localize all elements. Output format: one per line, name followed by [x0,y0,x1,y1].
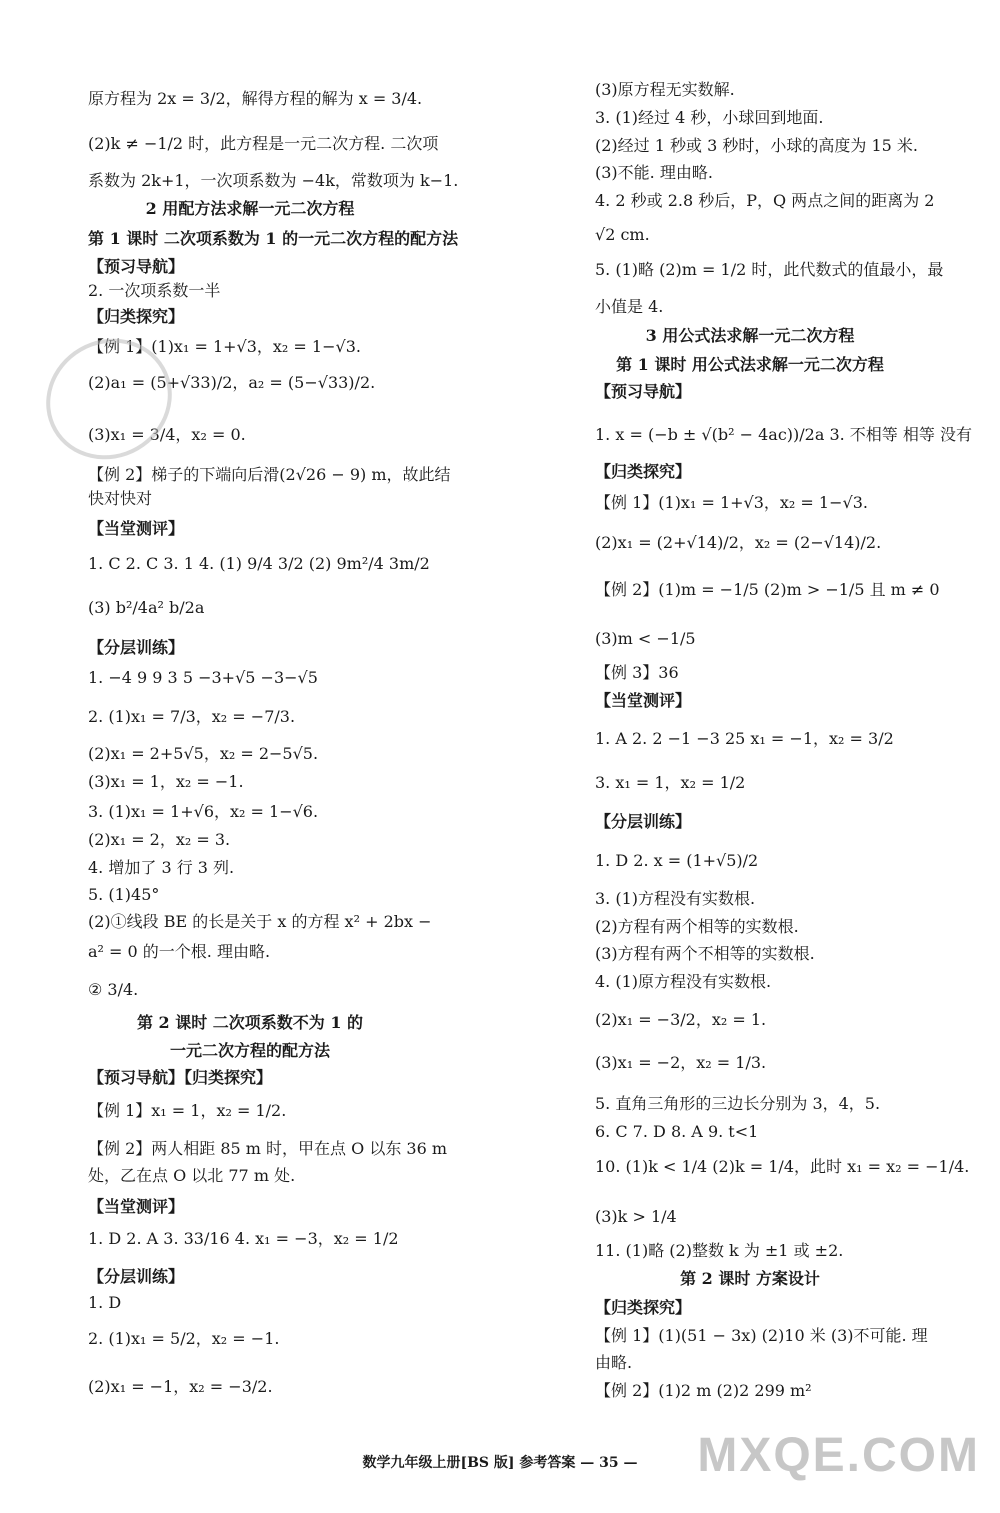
left-line: 【例 1】(1)x₁ = 1+√3，x₂ = 1−√3. [88,337,361,356]
right-line: 3 用公式法求解一元二次方程 [645,326,855,345]
right-line: 【例 2】(1)m = −1/5 (2)m > −1/5 且 m ≠ 0 [595,580,940,599]
right-line: (3)m < −1/5 [595,629,696,648]
left-line: (2)k ≠ −1/2 时，此方程是一元二次方程. 二次项 [88,134,439,153]
left-line: 【当堂测评】 [88,1197,185,1216]
left-line: 【预习导航】【归类探究】 [88,1068,273,1087]
left-line: (3) b²/4a² b/2a [88,598,205,617]
right-line: 3. (1)方程没有实数根. [595,889,756,908]
right-line: 11. (1)略 (2)整数 k 为 ±1 或 ±2. [595,1241,844,1260]
page-footer: 数学九年级上册[BS 版] 参考答案 — 35 — [362,1455,638,1471]
left-line: 1. D [88,1293,122,1312]
right-line: 第 2 课时 方案设计 [680,1269,820,1288]
left-line: 一元二次方程的配方法 [169,1041,330,1060]
right-line: 由略. [595,1353,633,1372]
left-line: (3)x₁ = 3/4，x₂ = 0. [88,425,246,444]
right-line: 第 1 课时 用公式法求解一元二次方程 [616,355,884,374]
right-line: (2)x₁ = −3/2，x₂ = 1. [595,1010,767,1029]
left-line: (2)x₁ = −1，x₂ = −3/2. [88,1377,273,1396]
left-line: 1. C 2. C 3. 1 4. (1) 9/4 3/2 (2) 9m²/4 3m/2 [88,554,430,573]
left-line: 5. (1)45° [88,885,160,904]
right-line: 【归类探究】 [595,462,692,481]
left-line: 2 用配方法求解一元二次方程 [145,199,355,218]
left-line: a² = 0 的一个根. 理由略. [88,942,271,961]
left-line: 快对快对 [88,489,153,508]
left-line: 【分层训练】 [88,638,185,657]
left-line: 【当堂测评】 [88,519,185,538]
left-line: 【例 2】梯子的下端向后滑(2√26 − 9) m，故此结 [88,465,451,484]
right-line: 3. (1)经过 4 秒，小球回到地面. [595,108,824,127]
left-line: 1. −4 9 9 3 5 −3+√5 −3−√5 [88,668,318,687]
right-line: (2)方程有两个相等的实数根. [595,917,799,936]
right-line: (2)x₁ = (2+√14)/2，x₂ = (2−√14)/2. [595,533,882,552]
right-line: (3)原方程无实数解. [595,80,735,99]
left-line: 【例 1】x₁ = 1，x₂ = 1/2. [88,1101,287,1120]
right-line: 4. 2 秒或 2.8 秒后，P，Q 两点之间的距离为 2 [595,191,935,210]
right-line: (2)经过 1 秒或 3 秒时，小球的高度为 15 米. [595,136,918,155]
right-line: 【例 2】(1)2 m (2)2 299 m² [595,1381,812,1400]
right-line: 5. (1)略 (2)m = 1/2 时，此代数式的值最小，最 [595,260,944,279]
left-line: 第 1 课时 二次项系数为 1 的一元二次方程的配方法 [88,229,459,248]
left-line: 系数为 2k+1，一次项系数为 −4k，常数项为 k−1. [88,171,459,190]
right-line: 1. x = (−b ± √(b² − 4ac))/2a 3. 不相等 相等 没有 [595,425,972,444]
left-line: (2)a₁ = (5+√33)/2，a₂ = (5−√33)/2. [88,373,376,392]
right-line: 【归类探究】 [595,1298,692,1317]
right-line: 小值是 4. [595,297,664,316]
left-line: 2. 一次项系数一半 [88,281,221,300]
right-line: 10. (1)k < 1/4 (2)k = 1/4，此时 x₁ = x₂ = −1/4. [595,1157,970,1176]
left-line: 2. (1)x₁ = 5/2，x₂ = −1. [88,1329,280,1348]
right-line: 6. C 7. D 8. A 9. t<1 [595,1122,759,1141]
watermark: MXQE.COM [697,1429,980,1482]
right-line: 【例 1】(1)(51 − 3x) (2)10 米 (3)不可能. 理 [595,1326,928,1345]
left-line: 第 2 课时 二次项系数不为 1 的 [136,1013,364,1032]
left-line: 1. D 2. A 3. 33/16 4. x₁ = −3，x₂ = 1/2 [88,1229,399,1248]
right-line: 4. (1)原方程没有实数根. [595,972,772,991]
right-line: 1. D 2. x = (1+√5)/2 [595,851,759,870]
left-line: 【例 2】两人相距 85 m 时，甲在点 O 以东 36 m [88,1139,448,1158]
left-line: 处，乙在点 O 以北 77 m 处. [88,1166,296,1185]
right-line: 【当堂测评】 [595,691,692,710]
right-line: 【例 1】(1)x₁ = 1+√3，x₂ = 1−√3. [595,493,868,512]
left-line: 【归类探究】 [88,307,185,326]
left-line: 3. (1)x₁ = 1+√6，x₂ = 1−√6. [88,802,319,821]
left-line: 【分层训练】 [88,1267,185,1286]
right-line: (3)x₁ = −2，x₂ = 1/3. [595,1053,767,1072]
right-line: 【预习导航】 [595,382,692,401]
left-line: 原方程为 2x = 3/2，解得方程的解为 x = 3/4. [88,89,423,108]
left-line: 4. 增加了 3 行 3 列. [88,858,235,877]
right-line: (3)k > 1/4 [595,1207,677,1226]
left-line: (2)x₁ = 2+5√5，x₂ = 2−5√5. [88,744,319,763]
left-line: (3)x₁ = 1，x₂ = −1. [88,772,244,791]
right-line: 5. 直角三角形的三边长分别为 3，4，5. [595,1094,881,1113]
right-line: 3. x₁ = 1，x₂ = 1/2 [595,773,746,792]
left-line: (2)x₁ = 2，x₂ = 3. [88,830,231,849]
left-line: 【预习导航】 [88,257,185,276]
right-line: 【例 3】36 [595,663,679,682]
right-line: 【分层训练】 [595,812,692,831]
right-line: 1. A 2. 2 −1 −3 25 x₁ = −1，x₂ = 3/2 [595,729,894,748]
left-line: (2)①线段 BE 的长是关于 x 的方程 x² + 2bx − [88,912,432,931]
right-line: √2 cm. [595,225,650,244]
right-line: (3)不能. 理由略. [595,163,713,182]
left-line: ② 3/4. [88,980,139,999]
right-line: (3)方程有两个不相等的实数根. [595,944,815,963]
left-line: 2. (1)x₁ = 7/3，x₂ = −7/3. [88,707,296,726]
